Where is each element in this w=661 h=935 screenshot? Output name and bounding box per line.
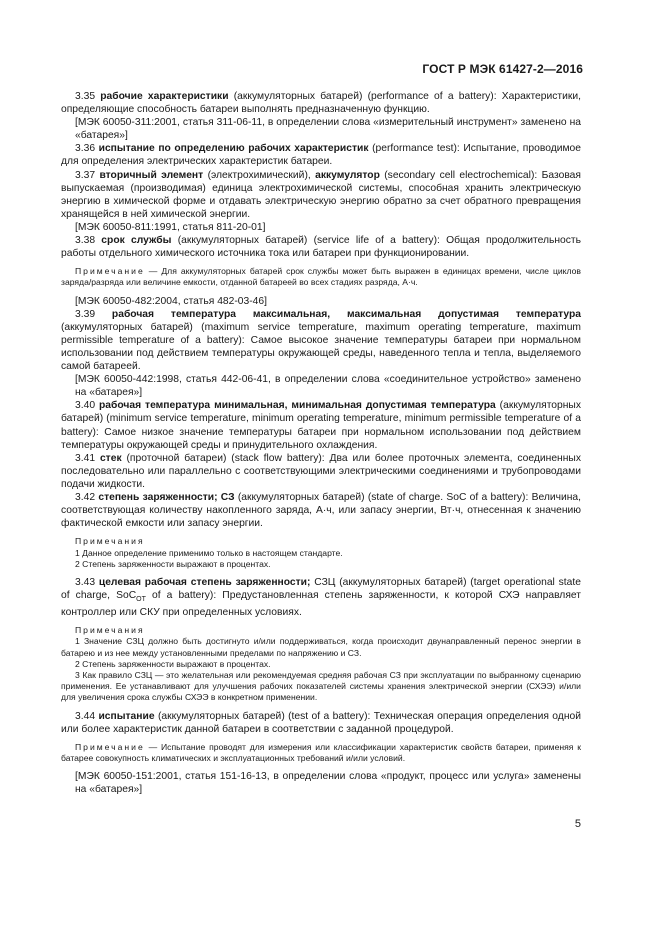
entry-number: 3.37 xyxy=(75,169,96,181)
source-reference: [МЭК 60050-482:2004, статья 482-03-46] xyxy=(75,295,268,307)
term-synonym: аккумулятор xyxy=(315,169,380,181)
note-text: — Испытание проводят для измерения или классификации характеристик свойств батареи, применяя к батарее совокупность климатических и эксплуатационных требований и/или условий. xyxy=(61,741,581,764)
standard-header: ГОСТ Р МЭК 61427-2—2016 xyxy=(422,62,583,76)
definition: (аккумуляторных батарей) (performance of a battery): Характеристики, определяющие способность батареи выполнять предназначенную функцию. xyxy=(61,91,581,116)
definition: СЗЦ (аккумуляторных батарей) (target operational state of charge, SoC xyxy=(61,576,581,602)
term: целевая рабочая степень заряженности; xyxy=(98,576,311,588)
term: испытание по определению рабочих характеристик xyxy=(98,143,369,155)
notes-block xyxy=(61,536,581,570)
note-label: Примечание xyxy=(75,741,145,752)
definition-cont: of a battery): Предустановленная степень заряженности, к которой СХЭ направляет контроллер или СКУ при определенных условиях. xyxy=(61,590,581,619)
term: вторичный элемент xyxy=(99,169,204,181)
notes-label: Примечания xyxy=(75,536,145,547)
term: срок службы xyxy=(101,235,172,247)
entry-number: 3.38 xyxy=(75,235,96,247)
entry-3-40 xyxy=(61,399,581,451)
entry-3-39 xyxy=(61,308,581,373)
entry-3-41 xyxy=(61,452,581,491)
note-item: 2 Степень заряженности выражают в процентах. xyxy=(75,658,271,669)
note-item: 2 Степень заряженности выражают в процентах. xyxy=(75,558,271,569)
definition: (аккумуляторных батарей) (maximum service temperature, maximum operating temperature, maximum permissible temperature of a battery): Самое высокое значение температуры батареи при нормальном использовании под действием температуры окружающей среды, наведенного тепла и тепла, выделяемого самой батареей. xyxy=(61,321,581,373)
page-content xyxy=(61,90,581,796)
entry-number: 3.40 xyxy=(75,400,96,412)
definition: (проточной батареи) (stack flow battery): Два или более проточных элемента, соединенных последовательно или параллельно с соответствующими электрическими соединениями и трубопроводами подачи жидкости. xyxy=(61,452,581,490)
definition: (аккумуляторных батарей) (service life of a battery): Общая продолжительность работы отдельного химического источника тока или батареи при функционировании. xyxy=(61,235,581,260)
source-reference: [МЭК 60050-151:2001, статья 151-16-13, в определении слова «продукт, процесс или услуга» заменены на «батарея»] xyxy=(75,771,581,796)
entry-3-36 xyxy=(61,142,581,168)
definition: (secondary cell electrochemical): Базовая выпускаемая (производимая) единица электрохимической системы, способная хранить электрическую энергию в химической форме и отдавать электрическую энергию обратно за счет обратного превращения хранящейся в ней химической энергии. xyxy=(61,169,581,220)
note-block xyxy=(61,742,581,764)
term: испытание xyxy=(98,710,155,722)
definition: (аккумуляторных батарей) (state of charge. SoC of a battery): Величина, соответствующая количеству накопленного заряда, А·ч, или запасу энергии, Вт·ч, отнесенная к значению фактической емкости или запасу энергии. xyxy=(61,492,581,530)
note-text: — Для аккумуляторных батарей срок службы может быть выражен в единицах времени, числе циклов заряда/разряда или величине емкости, отданной батареей во всех стадиях разряда, А·ч. xyxy=(61,266,581,288)
subscript: OT xyxy=(136,596,146,604)
note-label: Примечание xyxy=(75,266,145,277)
term: рабочая температура минимальная, минимальная допустимая температура xyxy=(98,400,496,412)
note-item: 3 Как правило СЗЦ — это желательная или рекомендуемая средняя рабочая СЗ при эксплуатации по выбранному сценарию применения. Ее устанавливают для улучшения рабочих показателей системы хранения электрической энергии (СХЭЭ) и/или для увеличения срока службы СХЭЭ в конкретном применении. xyxy=(61,670,581,703)
definition: (аккумуляторных батарей) (test of a battery): Техническая операция определения одной или более характеристик данной батареи в соответствии с заданной процедурой. xyxy=(61,710,581,735)
definition: (аккумуляторных батарей) (minimum service temperature, minimum operating temperature, minimum permissible temperature of a battery): Самое низкое значение температуры батареи при нормальном использовании под действием температуры окружающей среды и принудительного охлаждения. xyxy=(61,400,581,451)
term-qualifier: (электрохимический), xyxy=(203,169,316,181)
entry-3-37 xyxy=(61,169,581,221)
entry-number: 3.43 xyxy=(75,576,96,588)
entry-3-38 xyxy=(61,234,581,260)
page-number: 5 xyxy=(574,818,581,830)
entry-number: 3.44 xyxy=(75,710,96,722)
term: рабочие характеристики xyxy=(100,91,229,102)
note xyxy=(61,266,581,288)
source-reference: [МЭК 60050-811:1991, статья 811-20-01] xyxy=(75,221,266,233)
entry-3-43 xyxy=(61,576,581,619)
entry-3-35 xyxy=(61,90,581,116)
notes-label: Примечания xyxy=(75,625,145,636)
note-block xyxy=(61,266,581,288)
note-item: 1 Данное определение применимо только в настоящем стандарте. xyxy=(75,547,343,558)
entry-number: 3.35 xyxy=(75,91,96,102)
note xyxy=(61,742,581,764)
entry-number: 3.36 xyxy=(75,143,96,155)
notes-block xyxy=(61,625,581,703)
entry-3-44 xyxy=(61,710,581,736)
term: рабочая температура максимальная, максимальная допустимая температура xyxy=(111,308,581,320)
note-item: 1 Значение СЗЦ должно быть достигнуто и/или поддерживаться, когда происходит двунаправленный перенос энергии в батарею и из нее между установленными пределами по напряжению и СЗ. xyxy=(61,636,581,658)
term: стек xyxy=(99,452,122,464)
entry-number: 3.41 xyxy=(75,452,96,464)
term: степень заряженности; СЗ xyxy=(98,492,235,504)
source-reference: [МЭК 60050-442:1998, статья 442-06-41, в определении слова «соединительное устройство» заменено на «батарея»] xyxy=(75,374,581,399)
entry-number: 3.42 xyxy=(75,492,96,504)
definition: (performance test): Испытание, проводимое для определения электрических характеристик батареи. xyxy=(61,143,581,168)
entry-3-42 xyxy=(61,491,581,530)
entry-number: 3.39 xyxy=(75,308,96,320)
source-reference: [МЭК 60050-311:2001, статья 311-06-11, в определении слова «измерительный инструмент» заменено на «батарея»] xyxy=(75,117,581,142)
